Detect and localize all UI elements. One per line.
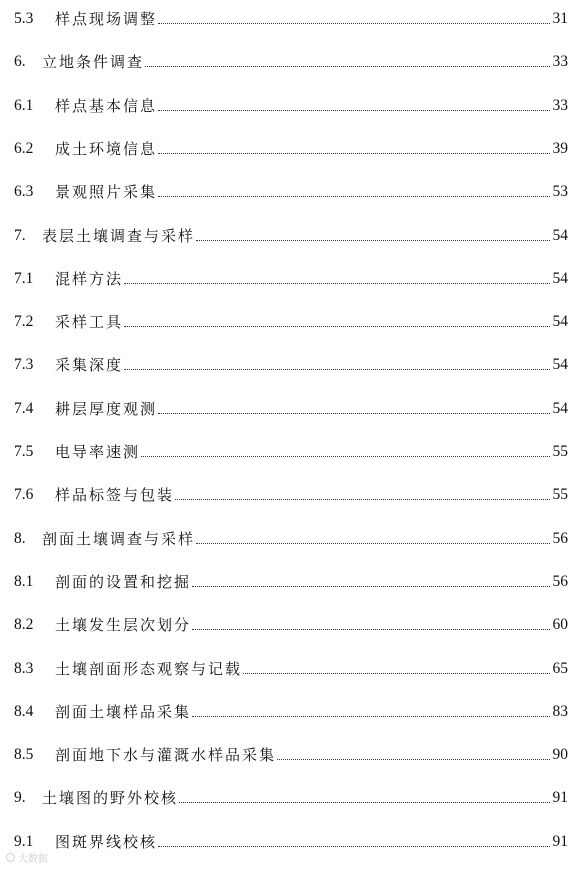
- watermark: [6, 850, 48, 865]
- toc-title: 成土环境信息: [55, 140, 158, 158]
- toc-title: 电导率速测: [55, 443, 141, 461]
- toc-title: 样点现场调整: [55, 10, 158, 28]
- toc-number: 7.5: [14, 443, 34, 460]
- toc-page-number: 31: [552, 10, 568, 27]
- toc-title: 剖面土壤调查与采样: [42, 530, 196, 548]
- toc-entry[interactable]: [14, 610, 568, 634]
- toc-number: 6.: [14, 53, 26, 70]
- toc-entry[interactable]: [14, 264, 568, 288]
- toc-entry[interactable]: [14, 697, 568, 721]
- toc-page-number: 83: [552, 703, 568, 720]
- toc-entry[interactable]: [14, 524, 568, 548]
- toc-leader: [277, 759, 549, 760]
- toc-entry[interactable]: [14, 134, 568, 158]
- toc-title: 景观照片采集: [55, 183, 158, 201]
- toc-title: 混样方法: [55, 270, 124, 288]
- toc-leader: [243, 673, 549, 674]
- toc-page-number: 54: [552, 227, 568, 244]
- toc-page-number: 39: [552, 140, 568, 157]
- toc-number: 6.1: [14, 97, 34, 114]
- toc-number: 9.1: [14, 833, 34, 850]
- toc-entry[interactable]: [14, 827, 568, 851]
- toc-number: 7.1: [14, 270, 34, 287]
- toc-page-number: 55: [552, 443, 568, 460]
- toc-page-number: 54: [552, 400, 568, 417]
- toc-title: 剖面的设置和挖掘: [55, 573, 192, 591]
- toc-leader: [158, 153, 549, 154]
- toc-page-number: 56: [552, 573, 568, 590]
- watermark-logo-icon: [6, 853, 15, 862]
- toc-entry[interactable]: [14, 437, 568, 461]
- toc-number: 5.3: [14, 10, 34, 27]
- toc-leader: [192, 629, 549, 630]
- toc-number: 7.4: [14, 400, 34, 417]
- toc-title: 样点基本信息: [55, 97, 158, 115]
- toc-title: 土壤发生层次划分: [55, 616, 192, 634]
- toc-page-number: 65: [552, 660, 568, 677]
- toc-page-number: 33: [552, 97, 568, 114]
- toc-number: 6.3: [14, 183, 34, 200]
- toc-entry[interactable]: [14, 783, 568, 807]
- toc-entry[interactable]: [14, 4, 568, 28]
- toc-leader: [124, 326, 549, 327]
- toc-leader: [145, 66, 549, 67]
- toc-number: 8.: [14, 530, 26, 547]
- toc-entry[interactable]: [14, 480, 568, 504]
- toc-leader: [158, 413, 549, 414]
- toc-title: 表层土壤调查与采样: [42, 227, 196, 245]
- toc-title: 土壤剖面形态观察与记载: [55, 660, 243, 678]
- toc-title: 剖面土壤样品采集: [55, 703, 192, 721]
- toc-entry[interactable]: [14, 91, 568, 115]
- toc-entry[interactable]: [14, 654, 568, 678]
- toc-page-number: 33: [552, 53, 568, 70]
- toc-leader: [124, 283, 549, 284]
- toc-entry[interactable]: [14, 740, 568, 764]
- toc-leader: [158, 110, 549, 111]
- toc-title: 立地条件调查: [42, 53, 145, 71]
- toc-entry[interactable]: [14, 394, 568, 418]
- toc-entry[interactable]: [14, 47, 568, 71]
- toc-page-number: 56: [552, 530, 568, 547]
- toc-leader: [141, 456, 549, 457]
- toc-number: 8.2: [14, 616, 34, 633]
- toc-page-number: 53: [552, 183, 568, 200]
- toc-number: 8.3: [14, 660, 34, 677]
- toc-leader: [179, 802, 549, 803]
- toc-page-number: 60: [552, 616, 568, 633]
- toc-number: 7.2: [14, 313, 34, 330]
- toc-leader: [158, 196, 549, 197]
- toc-leader: [158, 846, 549, 847]
- toc-entry[interactable]: [14, 307, 568, 331]
- toc-number: 8.4: [14, 703, 34, 720]
- toc-leader: [196, 240, 549, 241]
- toc-leader: [158, 23, 549, 24]
- toc-title: 土壤图的野外校核: [42, 789, 179, 807]
- toc-number: 7.3: [14, 356, 34, 373]
- toc-page-number: 91: [552, 789, 568, 806]
- toc-title: 图斑界线校核: [55, 833, 158, 851]
- toc-page-number: 90: [552, 746, 568, 763]
- toc-entry[interactable]: [14, 221, 568, 245]
- toc-number: 7.6: [14, 486, 34, 503]
- toc-number: 6.2: [14, 140, 34, 157]
- toc-page-number: 54: [552, 356, 568, 373]
- toc-leader: [192, 716, 549, 717]
- toc-title: 采集深度: [55, 356, 124, 374]
- toc-page-number: 55: [552, 486, 568, 503]
- watermark-text: 大数据: [18, 854, 48, 865]
- toc-leader: [196, 543, 549, 544]
- toc-number: 7.: [14, 227, 26, 244]
- toc-number: 9.: [14, 789, 26, 806]
- toc-number: 8.1: [14, 573, 34, 590]
- toc-number: 8.5: [14, 746, 34, 763]
- toc-page-number: 91: [552, 833, 568, 850]
- toc-title: 耕层厚度观测: [55, 400, 158, 418]
- toc-entry[interactable]: [14, 567, 568, 591]
- toc-page-number: 54: [552, 313, 568, 330]
- toc-leader: [192, 586, 549, 587]
- toc-page-number: 54: [552, 270, 568, 287]
- toc-leader: [124, 369, 549, 370]
- toc-entry[interactable]: [14, 177, 568, 201]
- toc-title: 剖面地下水与灌溉水样品采集: [55, 746, 277, 764]
- toc-entry[interactable]: [14, 350, 568, 374]
- toc-title: 样品标签与包装: [55, 486, 175, 504]
- toc-title: 采样工具: [55, 313, 124, 331]
- toc-leader: [175, 499, 549, 500]
